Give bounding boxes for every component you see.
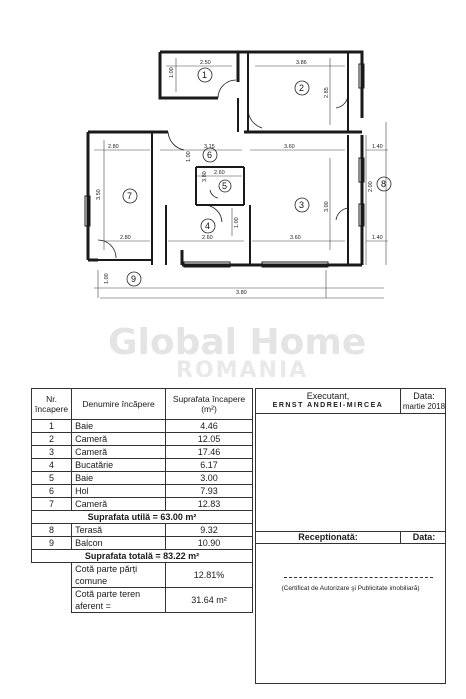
table-row — [32, 420, 253, 433]
total-area-row — [32, 550, 253, 563]
total-area: Suprafata totală = 83.22 m² — [32, 550, 253, 563]
cota-label: Cotă parte părți comune — [72, 563, 166, 588]
table-row — [32, 472, 253, 485]
dim-label: 3.00 — [324, 201, 330, 212]
table-row — [32, 446, 253, 459]
room-number: 2 — [299, 83, 305, 93]
cell-name: Baie — [72, 472, 166, 485]
dim-label: 1.40 — [372, 235, 383, 241]
cell-area: 10.90 — [166, 537, 253, 550]
cell-name: Baie — [72, 420, 166, 433]
room-number: 8 — [381, 179, 387, 189]
room-number: 3 — [299, 200, 305, 210]
table-row — [32, 433, 253, 446]
dim-label: 1.40 — [372, 144, 383, 150]
room-number: 7 — [127, 191, 133, 201]
dim-label: 1.00 — [169, 67, 175, 78]
cell-area: 7.93 — [166, 485, 253, 498]
executant-label: Executant, — [306, 391, 350, 401]
cell-name: Cameră — [72, 446, 166, 459]
table-row — [32, 524, 253, 537]
rooms-table — [31, 388, 253, 613]
date-label: Data: — [413, 391, 435, 401]
dim-label: 3.15 — [204, 144, 215, 150]
signature-line — [284, 577, 433, 578]
dim-label: 3.80 — [236, 290, 247, 296]
cell-nr: 2 — [32, 433, 72, 446]
cell-nr: 4 — [32, 459, 72, 472]
signature-box — [255, 388, 446, 684]
room-number: 6 — [207, 150, 213, 160]
cell-area: 12.83 — [166, 498, 253, 511]
cell-nr: 8 — [32, 524, 72, 537]
dim-label: 3.86 — [296, 60, 307, 66]
dim-label: 1.00 — [186, 151, 192, 162]
dim-label: 1.00 — [234, 217, 240, 228]
dim-label: 2.50 — [200, 60, 211, 66]
room-number: 1 — [202, 70, 208, 80]
room-number: 5 — [222, 181, 228, 191]
dim-label: 3.50 — [96, 189, 102, 200]
table-row — [32, 498, 253, 511]
cota-value: 12.81% — [166, 563, 253, 588]
watermark-line1: Global Home — [108, 322, 367, 363]
cell-nr: 5 — [32, 472, 72, 485]
cell-area: 12.05 — [166, 433, 253, 446]
certificate-note: (Certificat de Autorizare şi Publicitate imobiliară) — [281, 585, 420, 592]
table-header — [32, 389, 253, 420]
date2-label: Data: — [412, 532, 436, 542]
cell-nr: 9 — [32, 537, 72, 550]
dim-label: 3.60 — [284, 144, 295, 150]
cota-value: 31.64 m² — [166, 588, 253, 613]
receptionata-label: Receptionată: — [298, 532, 358, 542]
cell-name: Bucatărie — [72, 459, 166, 472]
watermark-line2: ROMANIA — [176, 358, 309, 383]
cell-area: 4.46 — [166, 420, 253, 433]
dim-label: 3.60 — [290, 235, 301, 241]
dim-label: 2.00 — [368, 181, 374, 192]
cell-nr: 7 — [32, 498, 72, 511]
cota-row — [32, 563, 253, 588]
cell-name: Cameră — [72, 433, 166, 446]
table-row — [32, 485, 253, 498]
dim-label: 3.80 — [202, 171, 208, 182]
dim-label: 2.85 — [324, 87, 330, 98]
room-number: 4 — [205, 221, 211, 231]
util-area: Suprafata utilă = 63.00 m² — [32, 511, 253, 524]
cell-area: 6.17 — [166, 459, 253, 472]
cell-nr: 3 — [32, 446, 72, 459]
cota-row — [32, 588, 253, 613]
dim-label: 2.80 — [108, 144, 119, 150]
cell-nr: 6 — [32, 485, 72, 498]
room-number: 9 — [131, 274, 137, 284]
cell-name: Cameră — [72, 498, 166, 511]
executant-name: ERNST ANDREI-MIRCEA — [272, 402, 384, 409]
date-value: martie 2018 — [402, 402, 446, 411]
cell-area: 3.00 — [166, 472, 253, 485]
cell-area: 17.46 — [166, 446, 253, 459]
header-nr: Nr. încapere — [32, 389, 72, 420]
dim-label: 2.60 — [202, 235, 213, 241]
dim-label: 2.60 — [214, 170, 225, 176]
util-area-row — [32, 511, 253, 524]
cell-nr: 1 — [32, 420, 72, 433]
cell-area: 9.32 — [166, 524, 253, 537]
cell-name: Hol — [72, 485, 166, 498]
cell-name: Balcon — [72, 537, 166, 550]
table-row — [32, 537, 253, 550]
dim-label: 1.00 — [104, 273, 110, 284]
dim-label: 2.80 — [120, 235, 131, 241]
cell-name: Terasă — [72, 524, 166, 537]
table-row — [32, 459, 253, 472]
header-area: Suprafata încapere (m²) — [166, 389, 253, 420]
header-name: Denumire încăpere — [72, 389, 166, 420]
cota-label: Cotă parte teren aferent = — [72, 588, 166, 613]
